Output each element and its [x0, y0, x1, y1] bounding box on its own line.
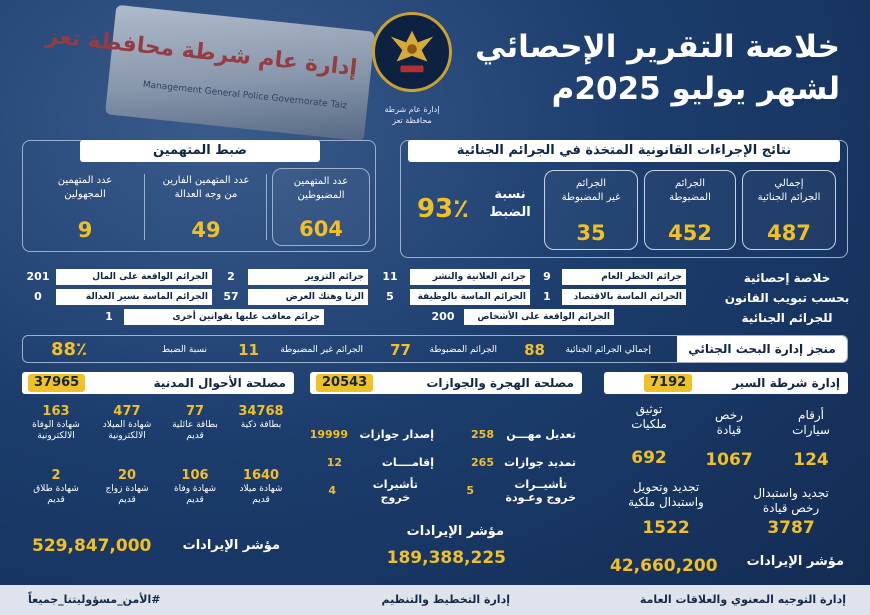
class-row-label: الزنا وهتك العرض — [248, 289, 368, 305]
card-total-crimes — [742, 170, 836, 250]
class-row-label: الجرائم الواقعة على المال — [56, 269, 212, 285]
eagle-icon — [383, 23, 441, 81]
traffic-item-licenses: رخص قيادة 1067 — [705, 408, 753, 470]
cid-title: منجز إدارة البحث الجنائي — [677, 336, 847, 362]
class-row-value: 0 — [34, 290, 42, 303]
class-row-value: 201 — [26, 270, 50, 283]
card-uncaught-crimes — [544, 170, 638, 250]
civil-item: 2 شهادة طلاق قديم — [33, 468, 79, 505]
immigration-section — [300, 372, 590, 572]
card-label: إجمالي الجرائم الجنائية — [757, 178, 821, 203]
cid-caught-label: الجرائم المضبوطة — [429, 345, 497, 355]
card-fugitive-suspects — [150, 168, 262, 246]
card-value: 35 — [576, 221, 606, 245]
cid-rate-value: 88٪ — [50, 339, 87, 360]
card-label: عدد المتهمين المضبوطين — [293, 176, 349, 201]
divider — [144, 174, 145, 240]
card-value: 604 — [299, 217, 343, 241]
traffic-revenue-value: 42,660,200 — [610, 556, 718, 576]
police-eagle-logo — [372, 12, 452, 92]
class-row-label: جرائم الخطر العام — [562, 269, 686, 285]
side-line1: خلاصة إحصائية — [743, 271, 831, 285]
suspects-title: ضبط المتهمين — [80, 140, 320, 162]
card-label: الجرائم غير المضبوطة — [561, 178, 621, 203]
class-row-value: 2 — [227, 270, 235, 283]
class-row-value: 5 — [386, 290, 394, 303]
imm-value: 265 — [471, 456, 494, 469]
capture-rate-value: 93٪ — [416, 194, 470, 224]
card-value: 49 — [191, 218, 221, 242]
class-row-label: جرائم معاقب عليها بقوانين أخرى — [124, 309, 324, 325]
card-value: 452 — [668, 221, 712, 245]
logo-caption — [360, 104, 464, 126]
footer-hashtag: #الأمن_مسؤوليتنا_جميعاً — [28, 593, 161, 606]
class-row-label: الجرائم الماسة بالوظيفة — [410, 289, 530, 305]
photo-sign-arabic: إدارة عام شرطة محافظة تعز — [44, 23, 359, 82]
traffic-item-license-renewal: تجديد واستبدال رخص قيادة 3787 — [753, 486, 829, 538]
class-row-label: جرائم العلانية والنشر — [410, 269, 530, 285]
immigration-revenue-value: 189,388,225 — [386, 548, 506, 568]
legal-procedures-title: نتائج الإجراءات القانونية المتخذة في الجرائم الجنائية — [408, 140, 840, 162]
civil-revenue-value: 529,847,000 — [32, 536, 152, 556]
divider — [266, 174, 267, 240]
class-row-label: الجرائم الماسة بالاقتصاد — [562, 289, 686, 305]
civil-status-section — [22, 372, 294, 572]
civil-item: 1640 شهادة ميلاد قديم — [239, 468, 283, 505]
imm-value: 12 — [326, 456, 342, 469]
imm-label: تأشيرات خروج — [372, 478, 418, 504]
class-row-value: 200 — [431, 310, 455, 323]
side-line2: بحسب تبويب القانون — [724, 291, 850, 305]
cid-achievement-bar — [22, 335, 848, 363]
imm-value: 258 — [471, 428, 494, 441]
card-value: 487 — [767, 221, 811, 245]
logo-caption-line2: محافظة تعز — [392, 116, 432, 125]
cid-uncaught-value: 11 — [238, 341, 259, 359]
footer-right: إدارة التوجيه المعنوي والعلاقات العامة — [639, 593, 846, 606]
immigration-title: مصلحة الهجرة والجوازات — [426, 376, 574, 390]
imm-label: إقامــــات — [381, 456, 434, 469]
imm-label: إصدار جوازات — [359, 428, 434, 441]
card-label: عدد المتهمين الفارين من وجه العدالة — [162, 175, 250, 200]
imm-label: تعديل مهـــن — [506, 428, 576, 441]
card-unknown-suspects — [30, 168, 140, 246]
cid-total-value: 88 — [524, 341, 545, 359]
traffic-revenue-label: مؤشر الإيرادات — [746, 554, 844, 569]
imm-value: 5 — [466, 484, 474, 497]
card-label: الجرائم المضبوطة — [669, 178, 711, 203]
civil-item: 106 شهادة وفاة قديم — [173, 468, 217, 505]
civil-item: 77 بطاقة عائلية قديم — [172, 404, 218, 441]
classification-side-title — [722, 268, 852, 328]
title-line2: لشهر يوليو 2025م — [551, 71, 840, 107]
imm-label: تمديد جوازات — [504, 456, 576, 469]
civil-item: 20 شهادة زواج قديم — [105, 468, 149, 505]
side-line3: للجرائم الجنائية — [741, 311, 833, 325]
footer — [0, 585, 870, 615]
card-label: عدد المتهمين المجهولين — [57, 175, 113, 200]
civil-total: 37965 — [28, 374, 85, 392]
traffic-section — [604, 372, 848, 576]
immigration-header — [310, 372, 582, 394]
immigration-revenue-label: مؤشر الإيرادات — [406, 524, 504, 539]
photo-sign-english: Management General Police Governorate Taiz — [142, 79, 348, 112]
traffic-header — [604, 372, 848, 394]
cid-rate-label: نسبة الضبط — [161, 345, 207, 355]
logo-caption-line1: إدارة عام شرطة — [384, 105, 440, 114]
imm-label: تأشيــرات خروج وعـودة — [505, 478, 576, 504]
class-row-value: 1 — [105, 310, 113, 323]
civil-title: مصلحة الأحوال المدنية — [153, 376, 286, 390]
traffic-total: 7192 — [644, 374, 692, 392]
civil-item: 163 شهادة الوفاة الالكترونية — [32, 404, 80, 441]
title-line1: خلاصة التقرير الإحصائي — [475, 29, 840, 65]
card-value: 9 — [77, 218, 93, 242]
class-row-label: الجرائم الواقعة على الأشخاص — [464, 309, 614, 325]
class-row-value: 1 — [543, 290, 551, 303]
cid-total-label: إجمالي الجرائم الجنائية — [565, 345, 651, 355]
immigration-total: 20543 — [316, 374, 373, 392]
footer-middle: إدارة التخطيط والتنظيم — [381, 593, 510, 606]
civil-header — [22, 372, 294, 394]
civil-item: 477 شهادة الميلاد الالكترونية — [102, 404, 152, 441]
cid-caught-value: 77 — [390, 341, 411, 359]
class-row-value: 9 — [543, 270, 551, 283]
class-row-label: الجرائم الماسة بسير العدالة — [56, 289, 212, 305]
class-row-value: 57 — [223, 290, 239, 303]
traffic-item-plates: أرقام سيارات 124 — [792, 408, 830, 470]
class-row-label: جرائم التزوير — [248, 269, 368, 285]
imm-value: 19999 — [309, 428, 348, 441]
imm-value: 4 — [328, 484, 336, 497]
traffic-title: إدارة شرطة السير — [732, 376, 840, 390]
traffic-item-ownership: توثيق ملكيات 692 — [631, 402, 667, 468]
class-row-value: 11 — [382, 270, 398, 283]
card-caught-suspects — [272, 168, 370, 246]
capture-rate-label: نسبة الضبط — [489, 187, 531, 220]
card-caught-crimes — [644, 170, 736, 250]
civil-revenue-label: مؤشر الإيرادات — [182, 538, 280, 553]
cid-uncaught-label: الجرائم غير المضبوطة — [280, 345, 363, 355]
traffic-item-ownership-renewal: تجديد وتحويل واستبدال ملكية 1522 — [628, 480, 704, 538]
civil-item: 34768 بطاقة ذكية — [238, 404, 284, 430]
page-title — [475, 26, 840, 110]
